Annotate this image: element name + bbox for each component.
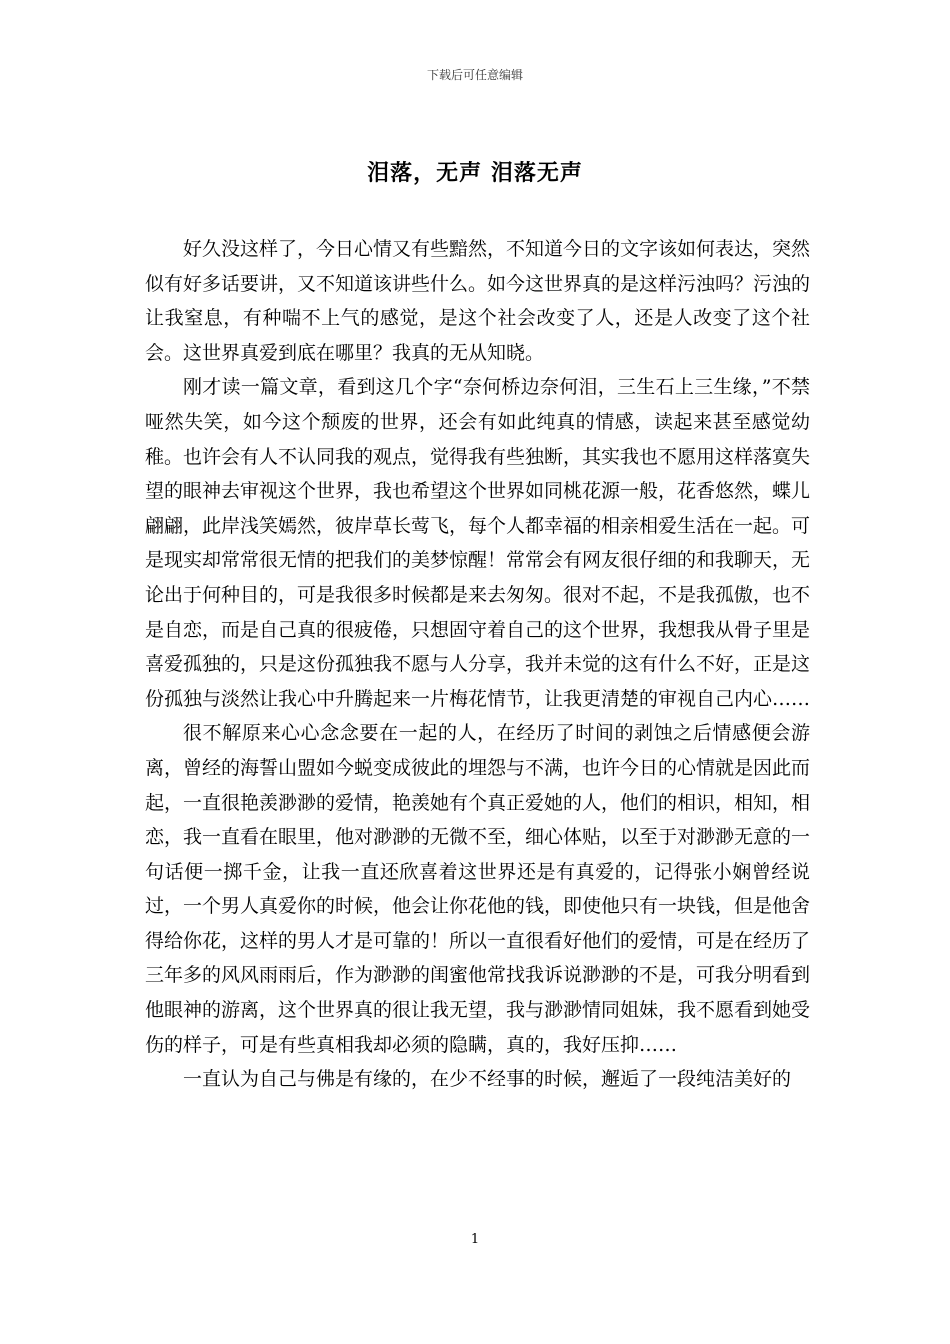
page-number: 1 [470,1232,480,1247]
header-note: 下载后可任意编辑 [426,68,523,82]
paragraph: 刚才读一篇文章，看到这几个字“奈何桥边奈何泪，三生石上三生缘，”不禁哑然失笑，如今这个颓废的世界，还会有如此纯真的情感，读起来甚至感觉幼稚。也许会有人不认同我的观点，觉得我有些独断，其实我也不愿用这样落寞失望的眼神去审视这个世界，我也希望这个世界如同桃花源一般，花香悠然，蝶儿翩翩，此岸浅笑嫣然，彼岸草长莺飞，每个人都幸福的相亲相爱生活在一起。可是现实却常常很无情的把我们的美梦惊醒！常常会有网友很仔细的和我聊天，无论出于何种目的，可是我很多时候都是来去匆匆。很对不起，不是我孤傲，也不是自恋，而是自己真的很疲倦，只想固守着自己的这个世界，我想我从骨子里是喜爱孤独的，只是这份孤独我不愿与人分享，我并未觉的这有什么不好，正是这份孤独与淡然让我心中升腾起来一片梅花情节，让我更清楚的审视自己内心…… [145,376,811,710]
document-body [145,232,810,1097]
paragraph: 好久没这样了，今日心情又有些黯然，不知道今日的文字该如何表达，突然似有好多话要讲，又不知道该讲些什么。如今这世界真的是这样污浊吗？污浊的让我窒息，有种喘不上气的感觉，是这个社会改变了人，还是人改变了这个社会。这世界真爱到底在哪里？我真的无从知晓。 [145,238,811,364]
paragraph: 一直认为自己与佛是有缘的，在少不经事的时候，邂逅了一段纯洁美好的 [183,1068,792,1091]
paragraph: 很不解原来心心念念要在一起的人，在经历了时间的剥蚀之后情感便会游离，曾经的海誓山盟如今蜕变成彼此的埋怨与不满，也许今日的心情就是因此而起，一直很艳羡渺渺的爱情，艳羡她有个真正爱她的人，他们的相识，相知，相恋，我一直看在眼里，他对渺渺的无微不至，细心体贴，以至于对渺渺无意的一句话便一掷千金，让我一直还欣喜着这世界还是有真爱的，记得张小娴曾经说过，一个男人真爱你的时候，他会让你花他的钱，即使他只有一块钱，但是他舍得给你花，这样的男人才是可靠的！所以一直很看好他们的爱情，可是在经历了三年多的风风雨雨后，作为渺渺的闺蜜他常找我诉说渺渺的不是，可我分明看到他眼神的游离，这个世界真的很让我无望，我与渺渺情同姐妹，我不愿看到她受伤的样子，可是有些真相我却必须的隐瞒，真的，我好压抑…… [145,722,811,1056]
document-title: 泪落，无声 泪落无声 [367,160,583,186]
